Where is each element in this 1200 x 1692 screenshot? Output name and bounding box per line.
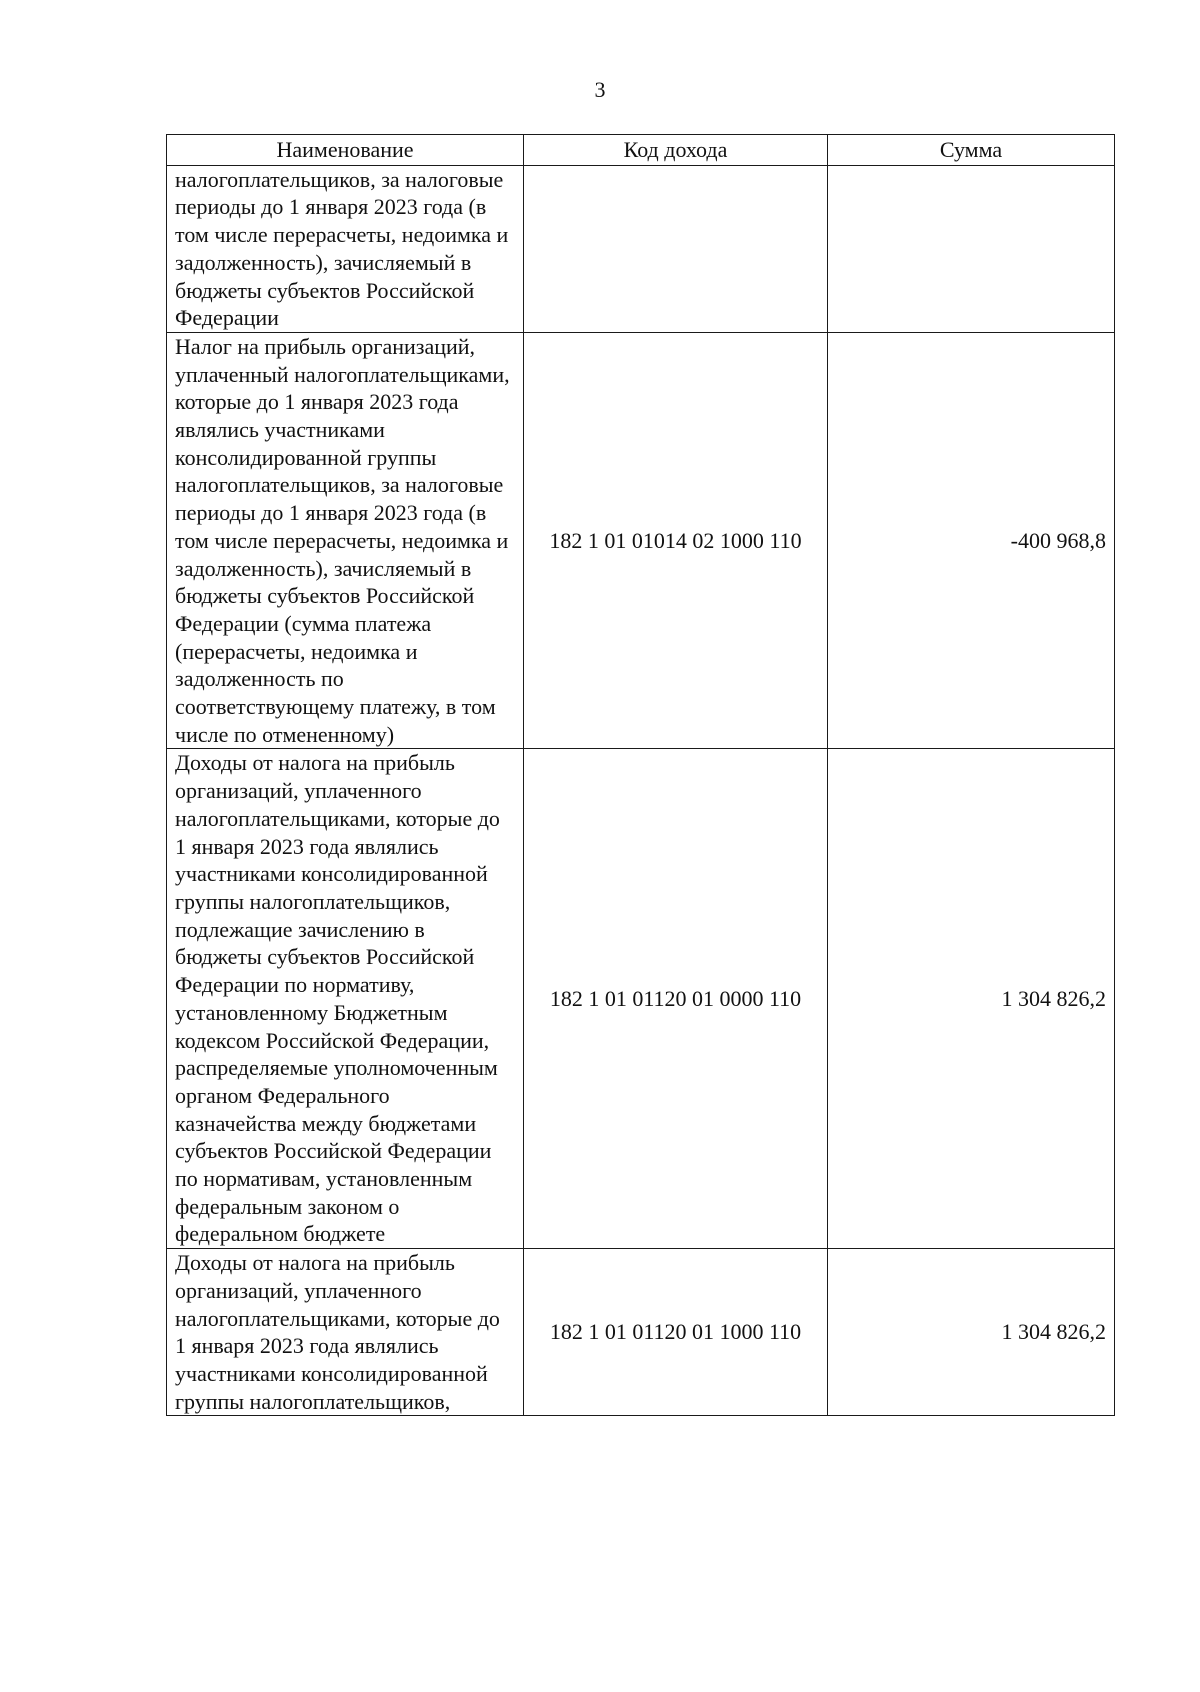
row-name-cell: Налог на прибыль организаций, уплаченный налогоплательщиками, которые до 1 января 2023 года являлись участниками консолидированной группы налогоплательщиков, за налоговые периоды до 1 января 2023 года (в том числе перерасчеты, недоимка и задолженность), зачисляемый в бюджеты субъектов Российской Федерации (сумма платежа (перерасчеты, недоимка и задолженность по соответствующему платежу, в том числе по отмененному)	[167, 332, 524, 749]
row-sum-cell: -400 968,8	[828, 332, 1115, 749]
row-name-cell: Доходы от налога на прибыль организаций, уплаченного налогоплательщиками, которые до 1 января 2023 года являлись участниками консолидированной группы налогоплательщиков, подлежащие зачислению в бюджеты субъектов Российской Федерации по нормативу, установленному Бюджетным кодексом Российской Федерации, распределяемые уполномоченным органом Федерального казначейства между бюджетами субъектов Российской Федерации по нормативам, установленным федеральным законом о федеральном бюджете	[167, 749, 524, 1249]
table-row	[167, 1249, 1115, 1416]
page-number: 3	[594, 77, 606, 102]
row-name-cell: налогоплательщиков, за налоговые периоды до 1 января 2023 года (в том числе перерасчеты, недоимка и задолженность), зачисляемый в бюджеты субъектов Российской Федерации	[167, 165, 524, 332]
row-sum-cell	[828, 165, 1115, 332]
table-row	[167, 332, 1115, 749]
revenue-table	[166, 134, 1115, 1416]
column-header-code: Код дохода	[524, 135, 828, 166]
column-header-name: Наименование	[167, 135, 524, 166]
row-code-cell	[524, 165, 828, 332]
row-code-cell: 182 1 01 01120 01 1000 110	[524, 1249, 828, 1416]
row-sum-cell: 1 304 826,2	[828, 749, 1115, 1249]
table-row	[167, 749, 1115, 1249]
row-name-cell: Доходы от налога на прибыль организаций, уплаченного налогоплательщиками, которые до 1 января 2023 года являлись участниками консолидированной группы налогоплательщиков,	[167, 1249, 524, 1416]
row-code-cell: 182 1 01 01120 01 0000 110	[524, 749, 828, 1249]
row-sum-cell: 1 304 826,2	[828, 1249, 1115, 1416]
column-header-sum: Сумма	[828, 135, 1115, 166]
row-code-cell: 182 1 01 01014 02 1000 110	[524, 332, 828, 749]
table-header-row	[167, 135, 1115, 166]
table-row	[167, 165, 1115, 332]
